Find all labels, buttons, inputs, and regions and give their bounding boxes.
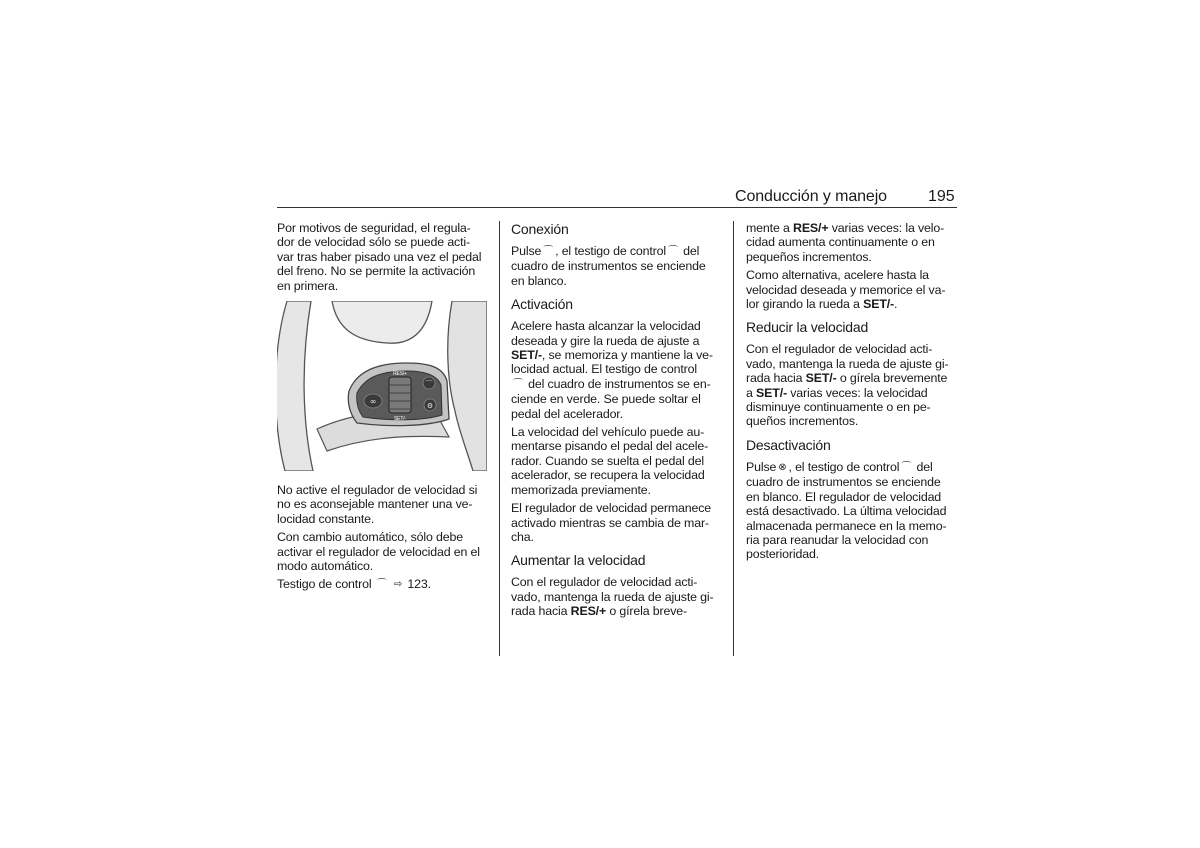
cruise-control-icon: ⌒: [543, 246, 554, 257]
res-label: RES/+: [393, 371, 407, 378]
column-divider-1: [499, 221, 500, 656]
increase-by-pedal-paragraph: La velocidad del vehículo puede au- mentarse pisando el pedal del acele- rador. Cuando se suelta el pedal del acelerador, se recupera la velocidad memorizada previamente.: [511, 425, 709, 497]
conexion-paragraph: Pulse ⌒ , el testigo de control ⌒ del cuadro de instrumentos se enciende en blanco.: [511, 244, 706, 288]
header-rule: [277, 207, 957, 208]
column-divider-2: [733, 221, 734, 656]
heading-reducir: Reducir la velocidad: [746, 319, 869, 336]
svg-text:⚙: ⚙: [426, 402, 434, 411]
automatic-gear-paragraph: Con cambio automático, sólo debe activar el regulador de velocidad en el modo automático.: [277, 530, 480, 574]
safety-paragraph: Por motivos de seguridad, el regula- dor de velocidad sólo se puede acti- var tras haber pisado una vez el pedal del freno. No se permite la activación en primera.: [277, 221, 482, 293]
svg-text:∞: ∞: [369, 397, 377, 407]
reducir-paragraph: Con el regulador de velocidad acti- vado, mantenga la rueda de ajuste gi- rada hacia SET/- o gírela brevemente a SET/- varias veces: la velocidad disminuye continuamente o en pe- queños incrementos.: [746, 342, 949, 429]
column-1: [277, 221, 489, 597]
section-title: Conducción y manejo: [735, 188, 887, 205]
aumentar-paragraph: Con el regulador de velocidad acti- vado, mantenga la rueda de ajuste gi- rada hacia RES/+ o gírela breve-: [511, 575, 714, 619]
heading-conexion: Conexión: [511, 221, 569, 237]
heading-desactivacion: Desactivación: [746, 436, 831, 453]
aumentar-continued-paragraph: mente a RES/+ varias veces: la velo- cidad aumenta continuamente o en pequeños incrementos.: [746, 221, 945, 264]
cruise-control-icon: ⌒: [901, 461, 912, 473]
column-3: [746, 221, 958, 566]
alternative-paragraph: Como alternativa, acelere hasta la velocidad deseada y memorice el va- lor girando la rueda a SET/-.: [746, 268, 946, 312]
cruise-control-icon: ⌒: [376, 579, 387, 591]
gear-change-paragraph: El regulador de velocidad permanece activado mientras se cambia de mar- cha.: [511, 501, 712, 544]
page-number: 195: [928, 188, 955, 205]
svg-text:⌒: ⌒: [425, 380, 433, 389]
heading-aumentar: Aumentar la velocidad: [511, 552, 646, 569]
set-label: SET/-: [393, 416, 407, 423]
cruise-cancel-icon: ⊗: [778, 461, 787, 473]
cruise-control-icon: ⌒: [668, 246, 678, 257]
page-reference-icon: ⇨: [393, 579, 403, 591]
control-light-reference: Testigo de control ⌒ ⇨ 123.: [277, 577, 431, 592]
constant-speed-paragraph: No active el regulador de velocidad si no es aconsejable mantener una ve- locidad constante.: [277, 483, 478, 526]
activacion-paragraph: Acelere hasta alcanzar la velocidad deseada y gire la rueda de ajuste a SET/-, se memoriza y mantiene la ve- locidad actual. El testigo de control ⌒ del cuadro de instrumentos se en- ciende en verde. Se puede soltar el pedal del acelerador.: [511, 319, 713, 421]
cruise-control-icon: ⌒: [513, 378, 523, 390]
desactivacion-paragraph: Pulse ⊗ , el testigo de control ⌒ del cuadro de instrumentos se enciende en blanco. El regulador de velocidad está desactivado. La última velocidad almacenada permanece en la memo- ria para reanudar la velocidad con posterioridad.: [746, 459, 947, 562]
steering-wheel-figure: [277, 301, 487, 471]
heading-activacion: Activación: [511, 296, 573, 313]
column-2: [511, 221, 723, 623]
